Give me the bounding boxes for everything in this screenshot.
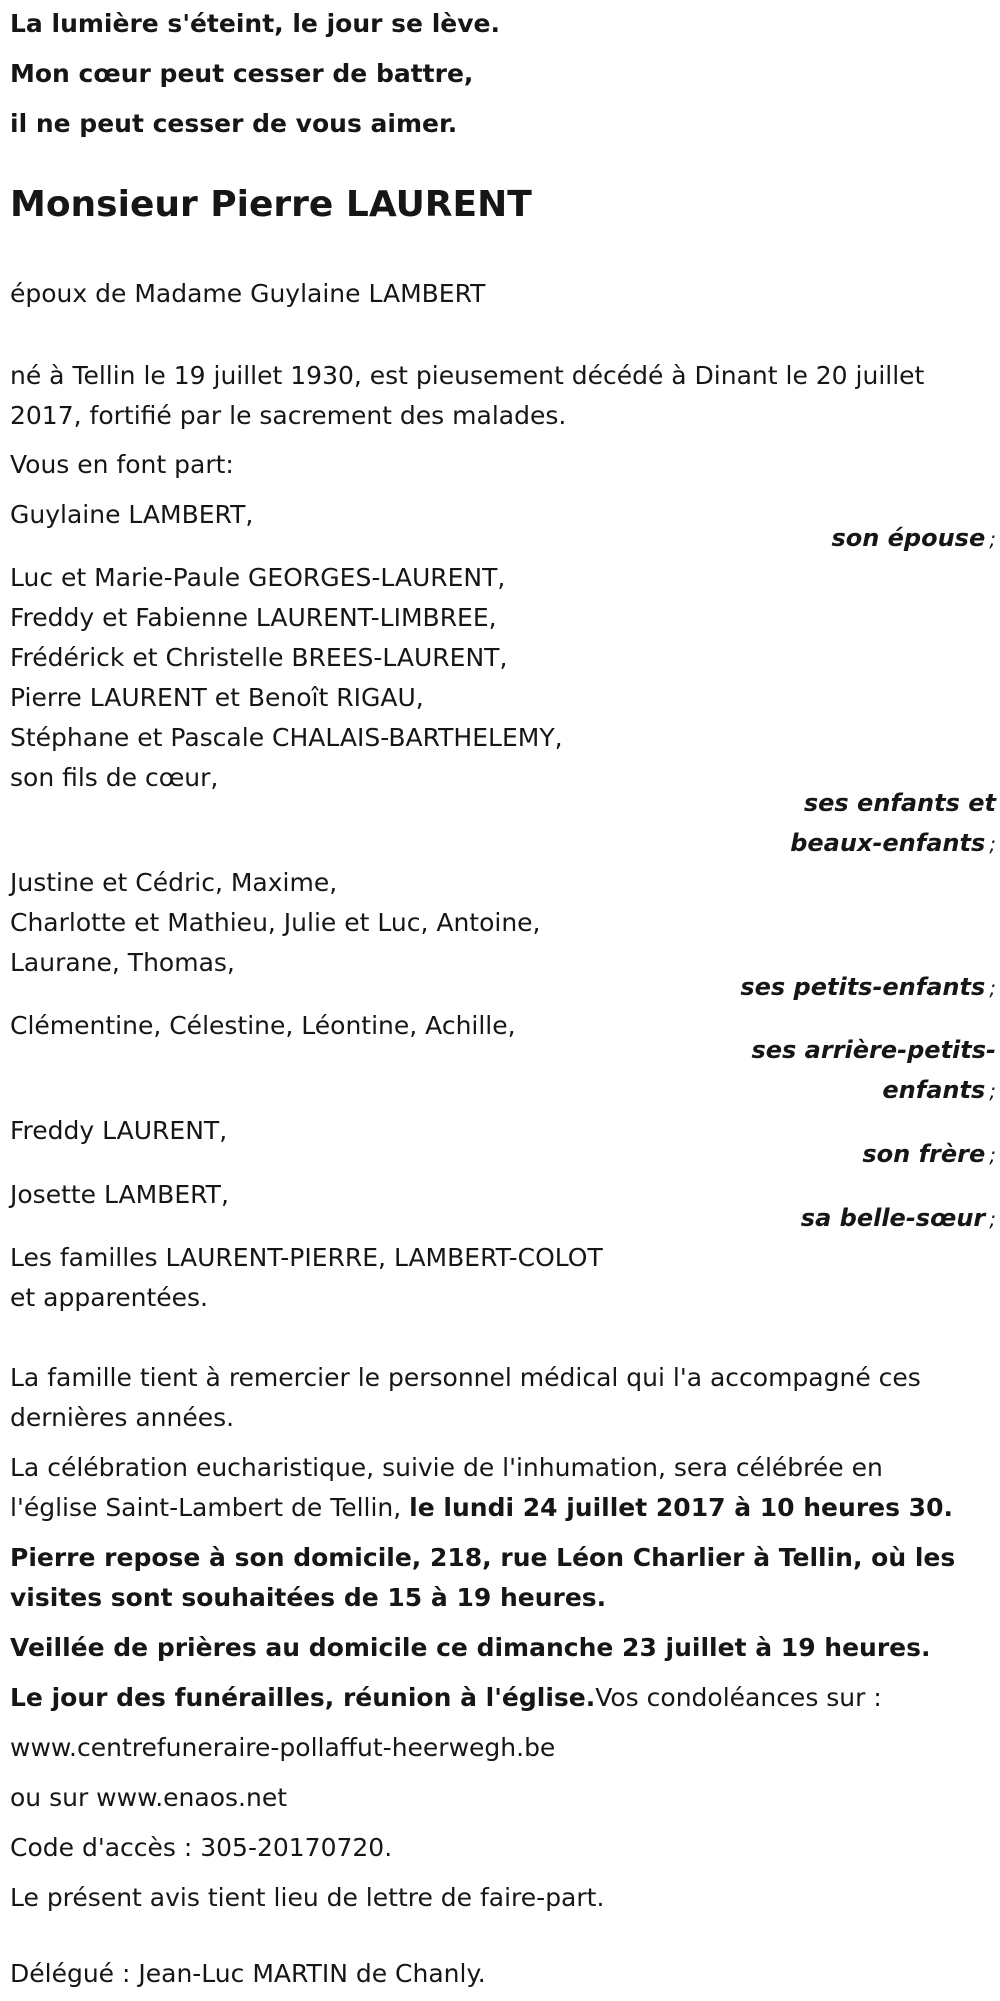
- celebration-line-1: La célébration eucharistique, suivie de l'inhumation, sera célébrée en: [10, 1453, 883, 1482]
- families-line-1: Les familles LAURENT-PIERRE, LAMBERT-COLOT: [10, 1243, 603, 1272]
- website-link-1[interactable]: www.centrefuneraire-pollaffut-heerwegh.be: [10, 1733, 556, 1762]
- brother-name: Freddy LAURENT,: [10, 1116, 228, 1145]
- relation-children-line-1: ses enfants et: [803, 789, 996, 817]
- sister-in-law-name: Josette LAMBERT,: [10, 1180, 229, 1209]
- birth-line-1: né à Tellin le 19 juillet 1930, est pieusement décédé à Dinant le 20 juillet: [10, 361, 925, 390]
- deceased-name: Monsieur Pierre LAURENT: [10, 184, 532, 225]
- relation-great-grandchildren-line-1: ses arrière-petits-: [751, 1036, 996, 1064]
- families-line-2: et apparentées.: [10, 1283, 208, 1312]
- website-link-2[interactable]: ou sur www.enaos.net: [10, 1783, 288, 1812]
- relation-grandchildren: ses petits-enfants ;: [740, 973, 996, 1001]
- repose-line-2: visites sont souhaitées de 15 à 19 heures.: [10, 1583, 607, 1612]
- children-name-2: Freddy et Fabienne LAURENT-LIMBREE,: [10, 603, 497, 632]
- grandchildren-name-1: Justine et Cédric, Maxime,: [10, 868, 338, 897]
- poem-line-1: La lumière s'éteint, le jour se lève.: [10, 9, 500, 38]
- spouse-line: époux de Madame Guylaine LAMBERT: [10, 279, 486, 308]
- thanks-line-1: La famille tient à remercier le personnel médical qui l'a accompagné ces: [10, 1363, 921, 1392]
- repose-line-1: Pierre repose à son domicile, 218, rue Léon Charlier à Tellin, où les: [10, 1543, 956, 1572]
- intro-line: Vous en font part:: [10, 450, 234, 479]
- great-grandchildren-names: Clémentine, Célestine, Léontine, Achille,: [10, 1011, 516, 1040]
- delegate-line: Délégué : Jean-Luc MARTIN de Chanly.: [10, 1959, 486, 1988]
- poem-line-3: il ne peut cesser de vous aimer.: [10, 109, 458, 138]
- grandchildren-name-2: Charlotte et Mathieu, Julie et Luc, Antoine,: [10, 908, 541, 937]
- children-name-3: Frédérick et Christelle BREES-LAURENT,: [10, 643, 508, 672]
- grandchildren-name-3: Laurane, Thomas,: [10, 948, 235, 977]
- vigil-line: Veillée de prières au domicile ce dimanche 23 juillet à 19 heures.: [10, 1633, 931, 1662]
- celebration-line-2: l'église Saint-Lambert de Tellin, le lundi 24 juillet 2017 à 10 heures 30.: [10, 1493, 953, 1522]
- birth-line-2: 2017, fortifié par le sacrement des malades.: [10, 401, 567, 430]
- children-name-4: Pierre LAURENT et Benoît RIGAU,: [10, 683, 424, 712]
- relation-sister-in-law: sa belle-sœur ;: [800, 1204, 996, 1232]
- poem-line-2: Mon cœur peut cesser de battre,: [10, 59, 474, 88]
- relation-children-line-2: beaux-enfants ;: [790, 829, 996, 857]
- notice-line: Le présent avis tient lieu de lettre de faire-part.: [10, 1883, 605, 1912]
- funeral-line: Le jour des funérailles, réunion à l'église.Vos condoléances sur :: [10, 1683, 882, 1712]
- children-name-6: son fils de cœur,: [10, 763, 219, 792]
- access-code: Code d'accès : 305-20170720.: [10, 1833, 393, 1862]
- relation-spouse: son épouse ;: [831, 524, 996, 552]
- children-name-1: Luc et Marie-Paule GEORGES-LAURENT,: [10, 563, 506, 592]
- thanks-line-2: dernières années.: [10, 1403, 235, 1432]
- relation-great-grandchildren-line-2: enfants ;: [882, 1076, 996, 1104]
- spouse-name: Guylaine LAMBERT,: [10, 500, 254, 529]
- children-name-5: Stéphane et Pascale CHALAIS-BARTHELEMY,: [10, 723, 563, 752]
- relation-brother: son frère ;: [862, 1140, 996, 1168]
